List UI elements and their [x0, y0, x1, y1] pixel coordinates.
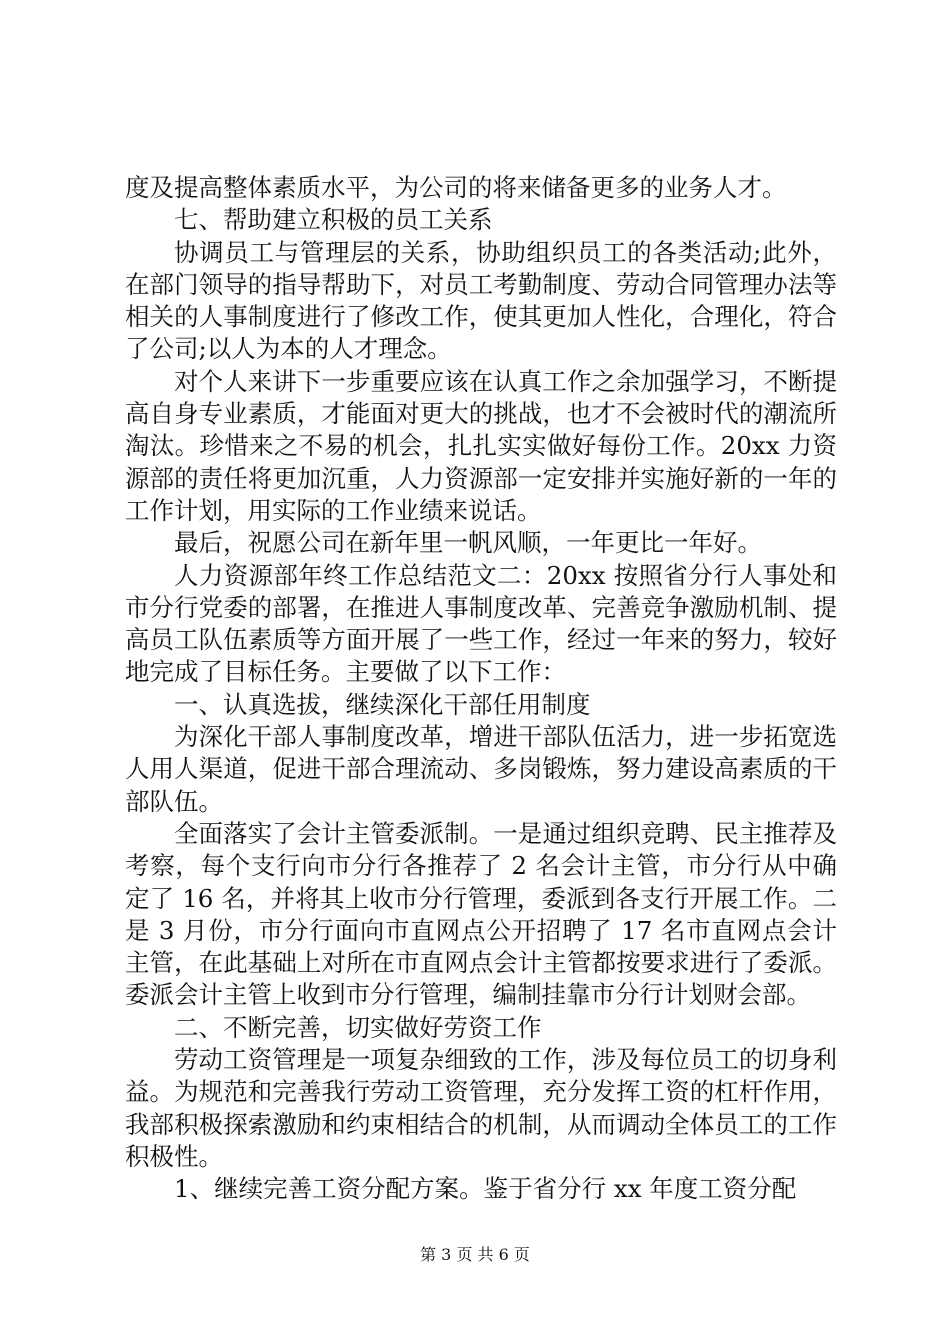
paragraph: 最后，祝愿公司在新年里一帆风顺，一年更比一年好。: [174, 528, 762, 558]
document-body: [125, 172, 837, 1206]
paragraph: 劳动工资管理是一项复杂细致的工作，涉及每位员工的切身利益。为规范和完善我行劳动工资管理，充分发挥工资的杠杆作用，我部积极探索激励和约束相结合的机制，从而调动全体员工的工作积极性。: [125, 1045, 837, 1171]
paragraph: 对个人来讲下一步重要应该在认真工作之余加强学习，不断提高自身专业素质，才能面对更大的挑战，也才不会被时代的潮流所淘汰。珍惜来之不易的机会，扎扎实实做好每份工作。20xx 力资源部的责任将更加沉重，人力资源部一定安排并实施好新的一年的工作计划，用实际的工作业绩来说话。: [125, 366, 837, 525]
page-footer: 第 3 页 共 6 页: [420, 1245, 530, 1264]
section-heading-1: 一、认真选拔，继续深化干部任用制度: [174, 689, 591, 719]
section-heading-7: 七、帮助建立积极的员工关系: [174, 205, 493, 235]
paragraph: 人力资源部年终工作总结范文二：20xx 按照省分行人事处和市分行党委的部署，在推进人事制度改革、完善竞争激励机制、提高员工队伍素质等方面开展了一些工作，经过一年来的努力，较好地完成了目标任务。主要做了以下工作：: [125, 560, 837, 687]
paragraph-continuation: 度及提高整体素质水平，为公司的将来储备更多的业务人才。: [125, 173, 787, 202]
paragraph: 协调员工与管理层的关系，协助组织员工的各类活动;此外，在部门领导的指导帮助下，对员工考勤制度、劳动合同管理办法等相关的人事制度进行了修改工作，使其更加人性化，合理化，符合了公司;以人为本的人才理念。: [125, 237, 837, 364]
section-heading-2: 二、不断完善，切实做好劳资工作: [174, 1012, 542, 1042]
paragraph: 全面落实了会计主管委派制。一是通过组织竞聘、民主推荐及考察，每个支行向市分行各推荐了 2 名会计主管，市分行从中确定了 16 名，并将其上收市分行管理，委派到各支行开展工作。二是 3 月份，市分行面向市直网点公开招聘了 17 名市直网点会计主管，在此基础上对所在市直网点会计主管都按要求进行了委派。委派会计主管上收到市分行管理，编制挂靠市分行计划财会部。: [125, 818, 837, 1010]
paragraph: 1、继续完善工资分配方案。鉴于省分行 xx 年度工资分配: [174, 1174, 797, 1204]
paragraph: 为深化干部人事制度改革，增进干部队伍活力，进一步拓宽选人用人渠道，促进干部合理流动、多岗锻炼，努力建设高素质的干部队伍。: [125, 722, 837, 816]
